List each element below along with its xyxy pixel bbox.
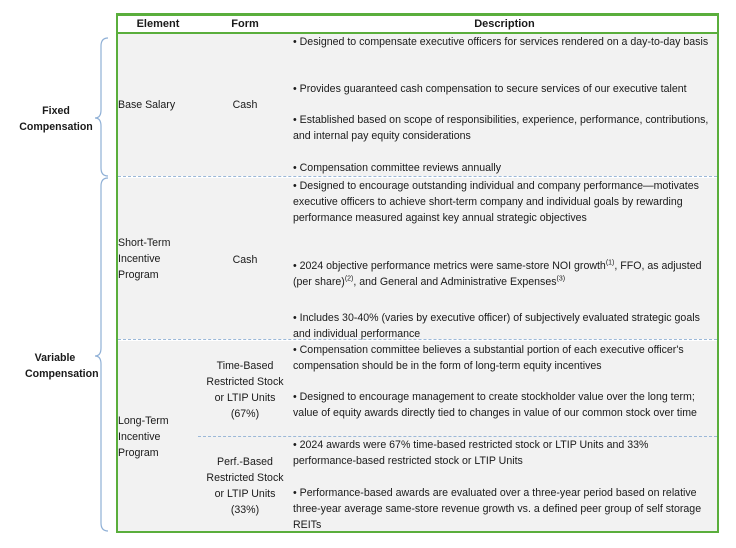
- bullet-lti-perf-1: • 2024 awards were 67% time-based restricted stock or LTIP Units and 33% performance-based restricted stock or LTIP Units: [293, 439, 649, 467]
- row-divider: [118, 176, 717, 177]
- bullet-lti-time-2: • Designed to encourage management to create stockholder value over the long term; value of equity awards directly tied to changes in value of our common stock over time: [293, 391, 697, 419]
- bullet-base-1: • Designed to compensate executive officers for services rendered on a day-to-day basis: [293, 36, 709, 48]
- form-perf-based: Perf.-Based Restricted Stock or LTIP Units (33%): [206, 456, 284, 516]
- bullet-base-3: • Established based on scope of responsibilities, experience, performance, contributions, and internal pay equity considerations: [293, 114, 709, 142]
- bullet-sti-3: • Includes 30-40% (varies by executive officer) of subjectively evaluated strategic goals and individual performance: [293, 312, 700, 340]
- bullet-base-2: • Provides guaranteed cash compensation to secure services of our executive talent: [293, 83, 687, 95]
- bullet-sti-2-part-c: , and General and Administrative Expenses: [353, 276, 557, 288]
- header-description: Description: [474, 18, 535, 30]
- bullet-base-4: • Compensation committee reviews annually: [293, 162, 502, 174]
- header-form: Form: [231, 18, 259, 30]
- footnote-3: (3): [556, 275, 566, 283]
- element-base-salary: Base Salary: [118, 99, 176, 111]
- bullet-lti-perf-2: • Performance-based awards are evaluated over a three-year period based on relative three-year average same-store revenue growth vs. a defined peer group of self storage REITs: [293, 487, 702, 531]
- variable-brace: [95, 178, 108, 531]
- group-label-variable: Variable Compensation: [25, 352, 99, 380]
- bullet-sti-1: • Designed to encourage outstanding individual and company performance—motivates executive officers to achieve short-term company and individual goals by rewarding performance measured against key annual strategic objectives: [293, 180, 699, 224]
- element-long-term: Long-Term Incentive Program: [118, 415, 169, 459]
- form-time-based: Time-Based Restricted Stock or LTIP Units (67%): [206, 360, 284, 420]
- element-short-term: Short-Term Incentive Program: [118, 237, 171, 281]
- group-label-fixed: Fixed Compensation: [19, 105, 93, 133]
- footnote-1: (1): [605, 259, 615, 267]
- form-base-salary: Cash: [232, 99, 258, 111]
- bullet-sti-2: [293, 258, 713, 290]
- bullet-sti-2-part-a: • 2024 objective performance metrics were same-store NOI growth: [293, 260, 606, 272]
- footnote-2: (2): [344, 275, 354, 283]
- header-element: Element: [136, 18, 180, 30]
- bullet-lti-time-1: • Compensation committee believes a substantial portion of each executive officer's compensation should be in the form of long-term equity incentives: [293, 344, 684, 372]
- bullet-sti-2-part-b: , FFO, as adjusted (per share): [293, 260, 702, 288]
- table-right-border: [717, 13, 719, 533]
- form-short-term: Cash: [232, 254, 258, 266]
